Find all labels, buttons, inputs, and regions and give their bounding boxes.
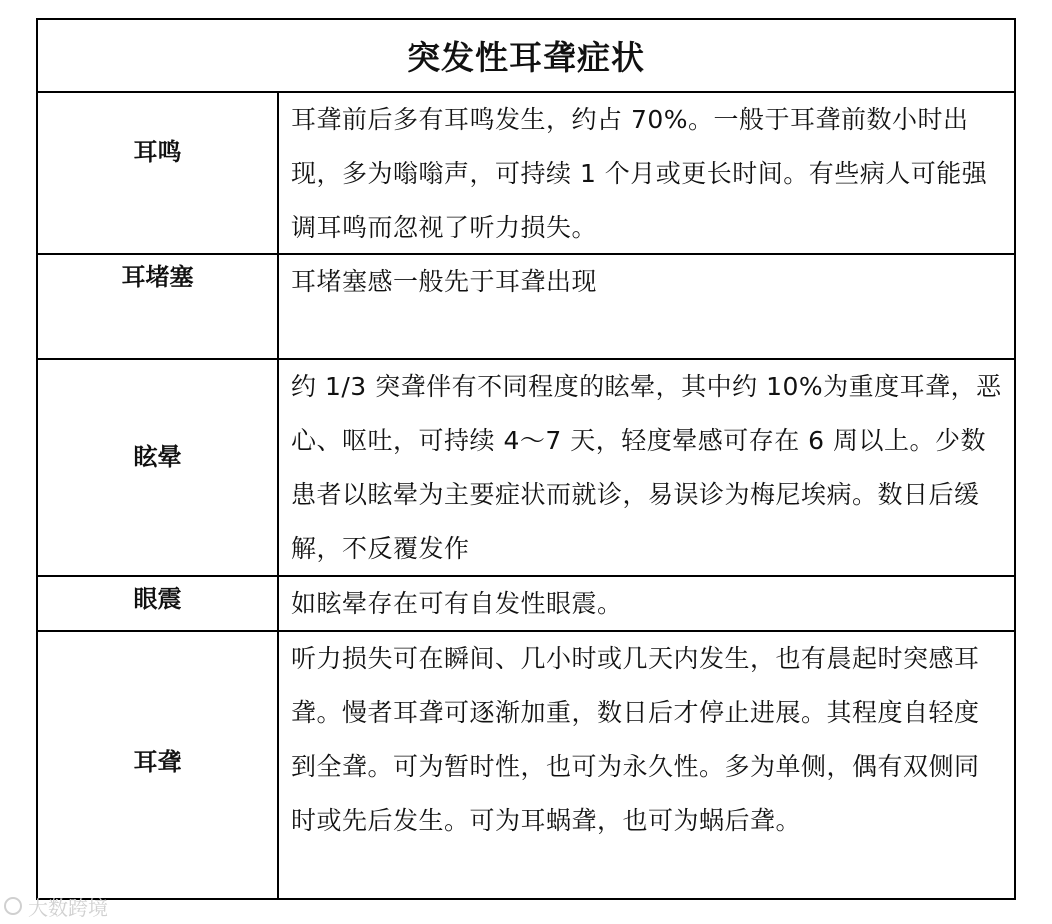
table-row (38, 93, 1014, 255)
watermark (4, 892, 108, 920)
symptom-description: 约 1/3 突聋伴有不同程度的眩晕，其中约 10%为重度耳聋，恶心、呕吐，可持续 4～7 天，轻度晕感可存在 6 周以上。少数患者以眩晕为主要症状而就诊，易误诊为梅尼埃病。数日后缓解，不反覆发作 (291, 372, 1002, 563)
table-row (38, 577, 1014, 632)
symptom-name: 耳堵塞 (121, 263, 194, 291)
table-row (38, 360, 1014, 577)
symptom-description: 听力损失可在瞬间、几小时或几天内发生，也有晨起时突感耳聋。慢者耳聋可逐渐加重，数日后才停止进展。其程度自轻度到全聋。可为暂时性，也可为永久性。多为单侧，偶有双侧同时或先后发生。可为耳蜗聋，也可为蜗后聋。 (291, 644, 980, 835)
logo-icon (4, 897, 22, 915)
table-title: 突发性耳聋症状 (407, 38, 645, 77)
symptom-description: 耳堵塞感一般先于耳聋出现 (291, 267, 598, 296)
symptom-description: 耳聋前后多有耳鸣发生，约占 70%。一般于耳聋前数小时出现，多为嗡嗡声，可持续 1 个月或更长时间。有些病人可能强调耳鸣而忽视了听力损失。 (291, 105, 988, 242)
symptom-name: 眼震 (133, 585, 182, 613)
symptom-table (36, 18, 1016, 900)
symptom-name: 耳聋 (133, 748, 182, 776)
table-title-row (38, 20, 1014, 93)
symptom-name: 眩晕 (133, 443, 182, 471)
table-row (38, 632, 1014, 898)
table-row (38, 255, 1014, 360)
symptom-description: 如眩晕存在可有自发性眼震。 (291, 589, 623, 618)
symptom-name: 耳鸣 (133, 138, 182, 166)
watermark-text: 大数跨境 (28, 895, 108, 920)
